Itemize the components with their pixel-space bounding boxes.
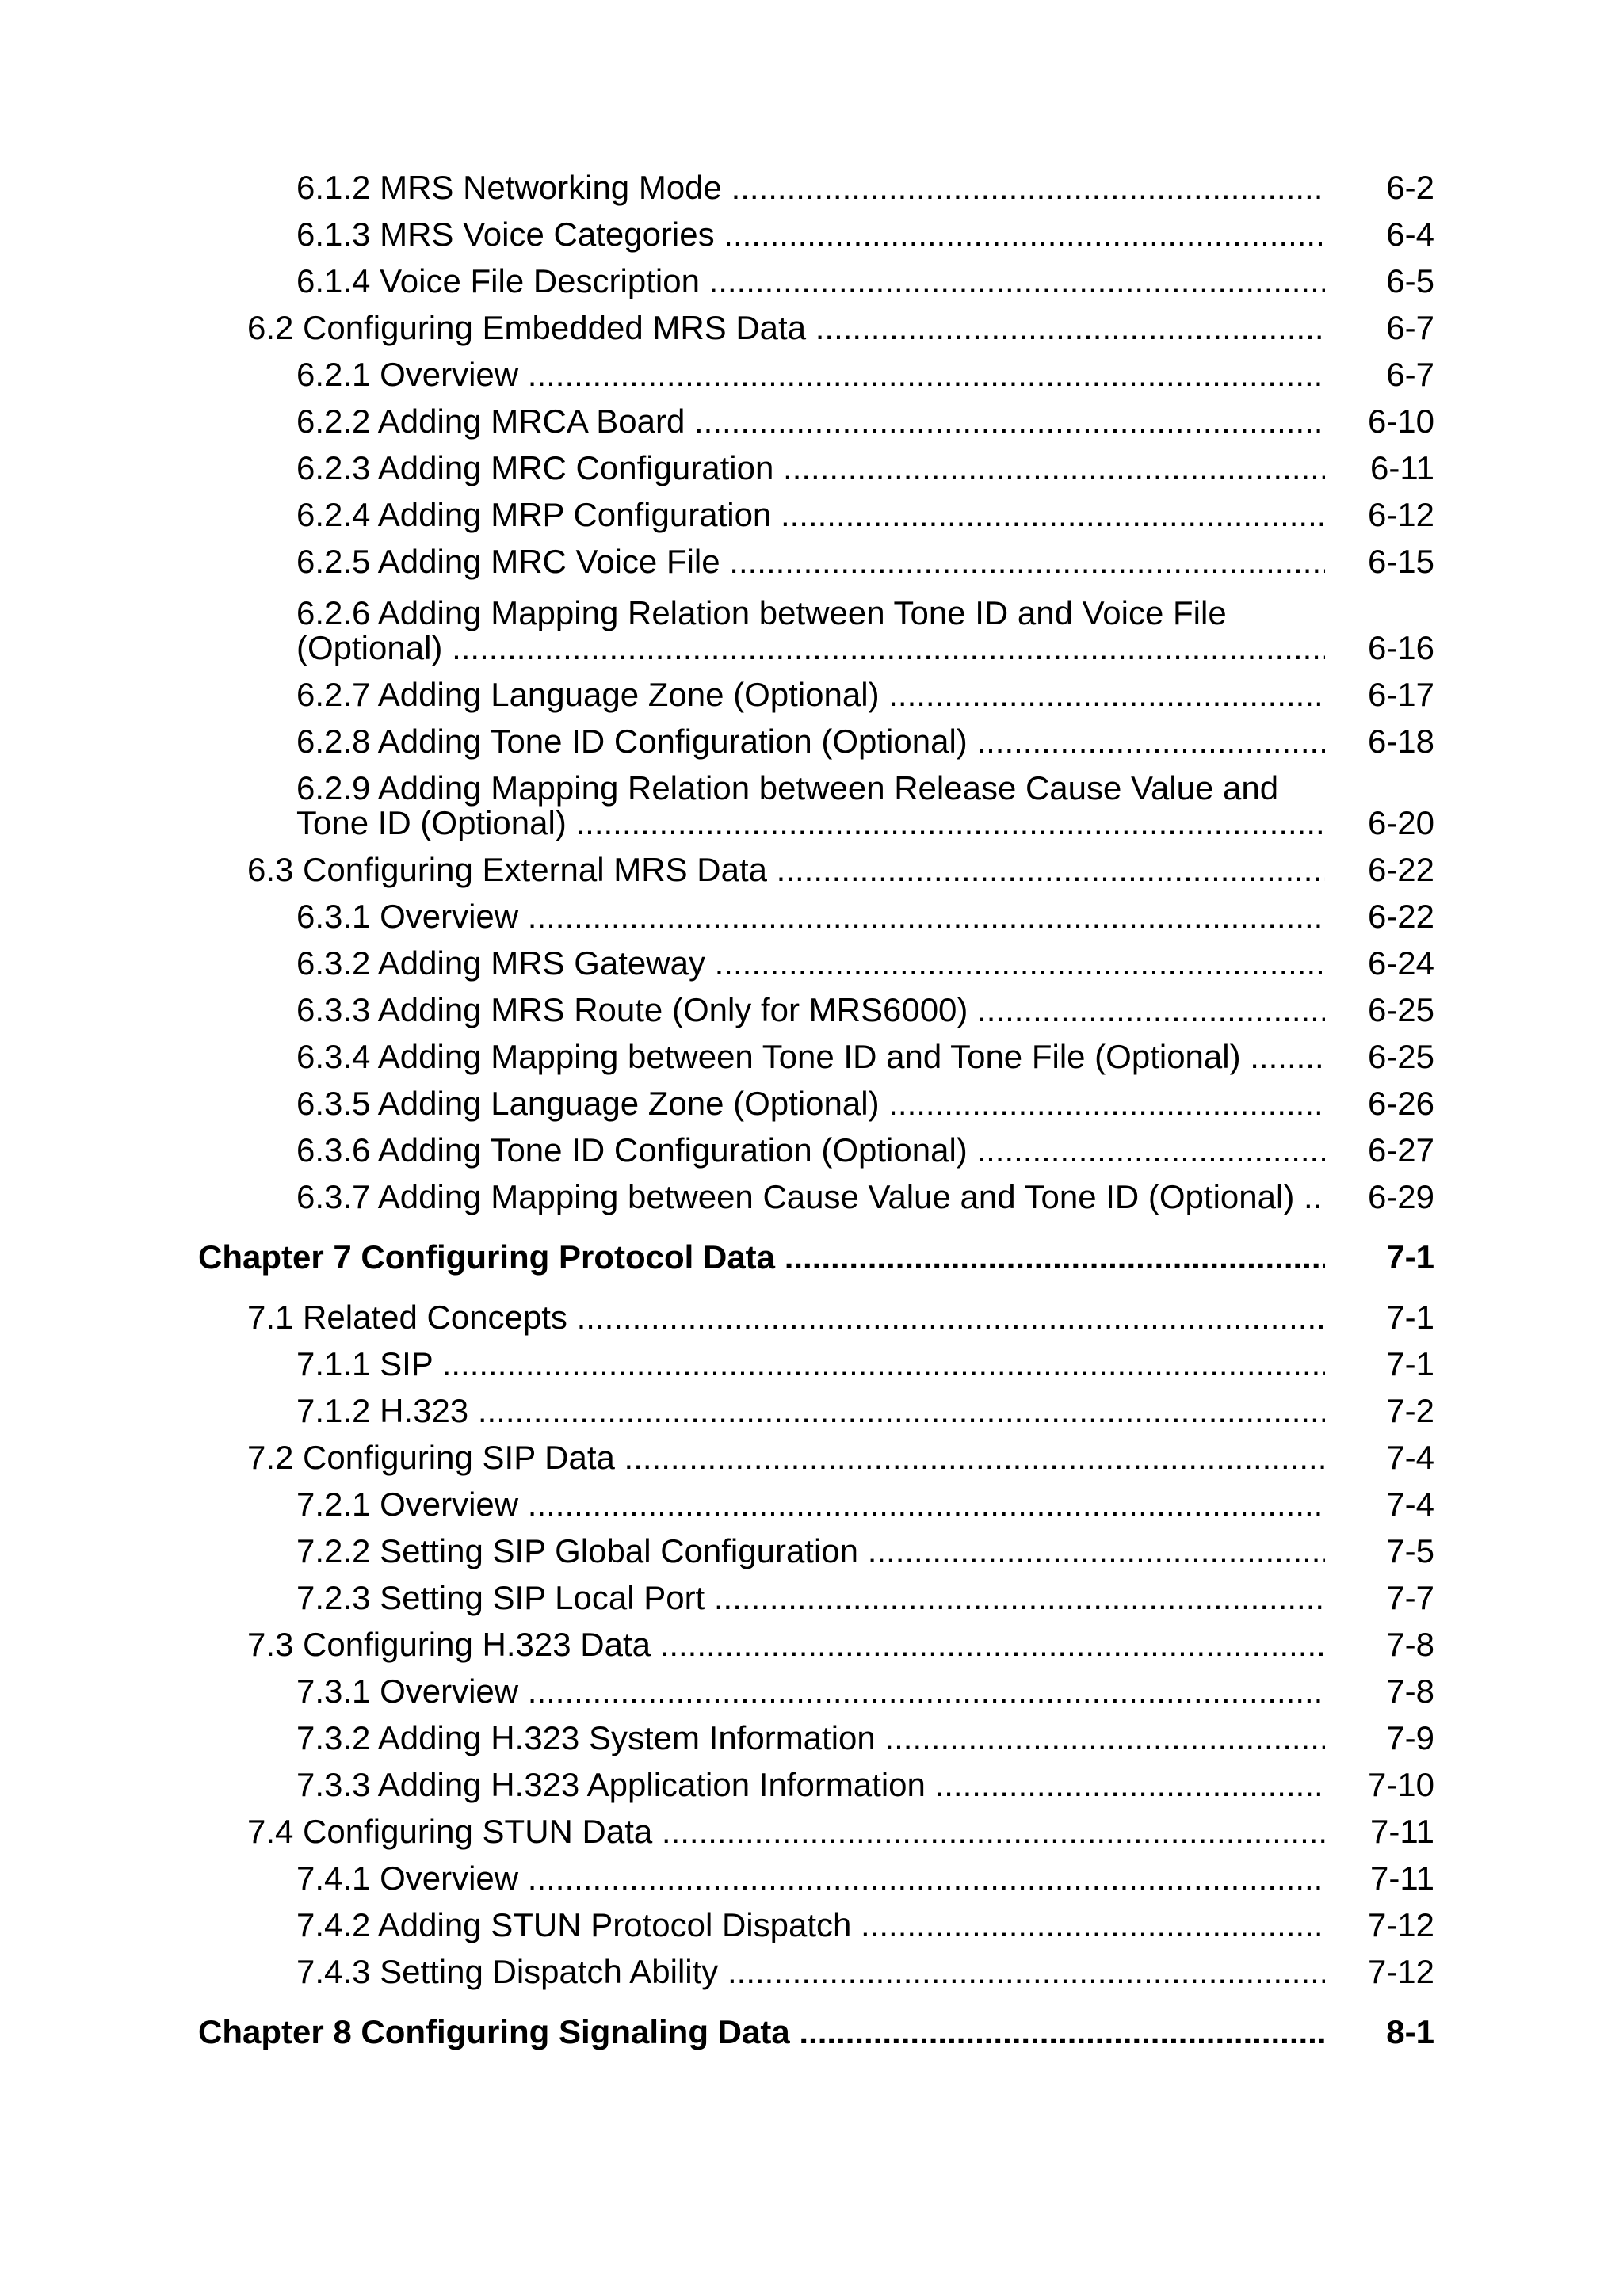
toc-entry[interactable] [296, 1485, 1325, 1524]
toc-entry[interactable] [296, 897, 1325, 936]
toc-page-number: 7-7 [1386, 1579, 1434, 1616]
toc-entry-title: 6.1.2 MRS Networking Mode [296, 169, 722, 206]
toc-entry[interactable] [296, 675, 1325, 715]
toc-entry-leader [296, 1578, 1325, 1618]
toc-entry-leader [296, 1485, 1325, 1524]
toc-entry[interactable] [296, 1131, 1325, 1170]
toc-entry[interactable] [247, 1298, 1325, 1337]
toc-entry-title: 6.3.1 Overview [296, 898, 519, 935]
toc-entry-leader [296, 1391, 1325, 1431]
toc-entry-title: 7.4.3 Setting Dispatch Ability [296, 1953, 719, 1990]
toc-entry-leader [247, 1812, 1325, 1852]
toc-page-number: 6-7 [1386, 356, 1434, 393]
toc-entry-title: 7.4 Configuring STUN Data [247, 1813, 653, 1850]
toc-entry-leader [296, 1344, 1325, 1384]
toc-entry-leader [296, 1177, 1325, 1217]
toc-page-number: 8-1 [1386, 2013, 1434, 2050]
toc-entry-title: 6.1.3 MRS Voice Categories [296, 215, 715, 253]
toc-entry-title-line: 6.2.6 Adding Mapping Relation between Tone ID and Voice File [296, 594, 1227, 631]
toc-entry-leader [296, 402, 1325, 441]
toc-entry-title: 6.2.2 Adding MRCA Board [296, 402, 685, 440]
toc-entry[interactable] [296, 1672, 1325, 1711]
toc-page-number: 6-7 [1386, 309, 1434, 346]
toc-entry-leader [296, 1952, 1325, 1992]
toc-entry[interactable] [296, 1177, 1325, 1217]
toc-page-number: 6-20 [1367, 804, 1434, 841]
toc-entry-title: 7.3 Configuring H.323 Data [247, 1626, 651, 1663]
toc-entry-leader [296, 261, 1325, 301]
toc-page-number: 7-1 [1386, 1299, 1434, 1336]
toc-entry[interactable] [296, 261, 1325, 301]
toc-entry-title: 6.3.5 Adding Language Zone (Optional) [296, 1085, 880, 1122]
toc-entry-title: 7.4.1 Overview [296, 1859, 519, 1897]
toc-page-number: 6-2 [1386, 169, 1434, 206]
toc-entry-title: 7.4.2 Adding STUN Protocol Dispatch [296, 1906, 852, 1943]
toc-entry-leader [296, 1037, 1325, 1077]
toc-entry-title: Chapter 7 Configuring Protocol Data [198, 1238, 776, 1276]
toc-entry-title: 7.1.1 SIP [296, 1345, 433, 1383]
toc-entry[interactable] [247, 1812, 1325, 1852]
toc-entry[interactable] [296, 215, 1325, 254]
toc-entry-title: 7.2.3 Setting SIP Local Port [296, 1579, 705, 1616]
toc-entry[interactable] [296, 1859, 1325, 1898]
toc-entry[interactable] [247, 850, 1325, 890]
toc-page-number: 6-25 [1367, 1038, 1434, 1075]
toc-entry-leader [296, 722, 1325, 761]
toc-entry-leader [296, 675, 1325, 715]
toc-entry-leader [296, 1859, 1325, 1898]
toc-entry-title: 7.2 Configuring SIP Data [247, 1439, 615, 1476]
toc-page-number: 6-27 [1367, 1131, 1434, 1169]
toc-entry-title: 6.2.8 Adding Tone ID Configuration (Optional) [296, 723, 968, 760]
toc-entry[interactable] [296, 168, 1325, 208]
toc-entry-title: 6.2.1 Overview [296, 356, 519, 393]
toc-page-number: 7-8 [1386, 1626, 1434, 1663]
toc-page-number: 7-2 [1386, 1392, 1434, 1429]
toc-entry-title: (Optional) [296, 629, 443, 666]
toc-page-number: 6-22 [1367, 898, 1434, 935]
toc-page-number: 7-11 [1370, 1813, 1434, 1850]
toc-entry-leader [296, 990, 1325, 1030]
toc-entry-leader [296, 448, 1325, 488]
toc-entry-title: 6.3.7 Adding Mapping between Cause Value and Tone ID (Optional) [296, 1178, 1295, 1215]
toc-entry[interactable] [296, 1578, 1325, 1618]
toc-page-number: 7-8 [1386, 1672, 1434, 1710]
toc-page-number: 7-4 [1386, 1439, 1434, 1476]
toc-page-number: 7-4 [1386, 1486, 1434, 1523]
toc-entry[interactable] [296, 944, 1325, 983]
toc-entry[interactable] [296, 542, 1325, 582]
toc-entry-leader [296, 1718, 1325, 1758]
toc-entry-leader [296, 215, 1325, 254]
toc-page-number: 6-17 [1367, 676, 1434, 713]
toc-entry-leader [247, 308, 1325, 348]
toc-entry[interactable] [296, 1765, 1325, 1805]
toc-entry-leader [296, 1084, 1325, 1123]
toc-page-number: 6-11 [1370, 449, 1434, 486]
toc-entry-leader [296, 355, 1325, 395]
toc-entry[interactable] [296, 402, 1325, 441]
toc-entry-leader [296, 897, 1325, 936]
toc-entry-title: Chapter 8 Configuring Signaling Data [198, 2013, 790, 2050]
toc-entry-leader [296, 495, 1325, 535]
toc-entry-title: 6.2.3 Adding MRC Configuration [296, 449, 774, 486]
toc-page-number: 6-24 [1367, 944, 1434, 982]
toc-entry[interactable] [296, 1391, 1325, 1431]
toc-entry-title: 6.3.3 Adding MRS Route (Only for MRS6000) [296, 991, 968, 1028]
toc-entry-leader [296, 628, 1325, 668]
toc-page-number: 7-1 [1386, 1238, 1434, 1276]
toc-entry-title: 6.3 Configuring External MRS Data [247, 851, 767, 888]
toc-entry[interactable] [296, 1531, 1325, 1571]
toc-entry-leader [247, 1438, 1325, 1478]
toc-entry[interactable] [296, 1905, 1325, 1945]
toc-entry-leader [296, 1765, 1325, 1805]
toc-entry-title: 6.2 Configuring Embedded MRS Data [247, 309, 807, 346]
toc-entry[interactable] [296, 803, 1325, 843]
toc-entry-title: 6.3.4 Adding Mapping between Tone ID and Tone File (Optional) [296, 1038, 1241, 1075]
toc-entry[interactable] [296, 495, 1325, 535]
toc-entry-title: 6.2.5 Adding MRC Voice File [296, 543, 720, 580]
toc-entry-title: 6.1.4 Voice File Description [296, 262, 700, 299]
toc-entry-title: 7.1 Related Concepts [247, 1299, 567, 1336]
toc-page-number: 7-12 [1367, 1906, 1434, 1943]
toc-entry[interactable] [296, 628, 1325, 668]
toc-page-number: 6-18 [1367, 723, 1434, 760]
toc-entry-title: 6.2.4 Adding MRP Configuration [296, 496, 772, 533]
toc-chapter-entry[interactable] [198, 2012, 1325, 2052]
toc-entry[interactable] [296, 990, 1325, 1030]
toc-page-number: 6-12 [1367, 496, 1434, 533]
toc-entry[interactable] [247, 1625, 1325, 1665]
toc-page-number: 6-25 [1367, 991, 1434, 1028]
toc-entry-title: 7.2.1 Overview [296, 1486, 519, 1523]
toc-chapter-entry[interactable] [198, 1238, 1325, 1277]
toc-entry[interactable] [296, 1344, 1325, 1384]
toc-entry-title: 7.2.2 Setting SIP Global Configuration [296, 1532, 859, 1569]
toc-entry-title: Tone ID (Optional) [296, 804, 567, 841]
toc-entry-leader [296, 944, 1325, 983]
toc-entry-leader [296, 1131, 1325, 1170]
toc-entry-leader [198, 2012, 1325, 2052]
toc-page-number: 7-12 [1367, 1953, 1434, 1990]
toc-page-number: 7-9 [1386, 1719, 1434, 1756]
toc-entry-leader [296, 1672, 1325, 1711]
toc-entry-title: 7.3.1 Overview [296, 1672, 519, 1710]
toc-page-number: 6-16 [1367, 629, 1434, 666]
toc-entry-leader [247, 850, 1325, 890]
toc-entry-title: 6.3.6 Adding Tone ID Configuration (Optional) [296, 1131, 968, 1169]
toc-page-number: 7-1 [1386, 1345, 1434, 1383]
toc-entry-leader [296, 542, 1325, 582]
toc-entry-leader [296, 803, 1325, 843]
toc-page-number: 6-4 [1386, 215, 1434, 253]
toc-entry-title: 6.3.2 Adding MRS Gateway [296, 944, 705, 982]
toc-entry-leader [296, 1905, 1325, 1945]
toc-entry[interactable] [296, 1952, 1325, 1992]
toc-entry[interactable] [296, 1718, 1325, 1758]
toc-page-number: 7-5 [1386, 1532, 1434, 1569]
toc-entry[interactable] [247, 1438, 1325, 1478]
toc-page-number: 6-22 [1367, 851, 1434, 888]
toc-page-number: 6-26 [1367, 1085, 1434, 1122]
toc-entry-leader [247, 1625, 1325, 1665]
toc-entry[interactable] [296, 722, 1325, 761]
toc-entry-leader [296, 168, 1325, 208]
toc-page-number: 6-29 [1367, 1178, 1434, 1215]
toc-entry[interactable] [296, 448, 1325, 488]
toc-entry[interactable] [296, 355, 1325, 395]
toc-entry[interactable] [247, 308, 1325, 348]
toc-entry[interactable] [296, 1084, 1325, 1123]
toc-entry-leader [247, 1298, 1325, 1337]
toc-page-number: 6-5 [1386, 262, 1434, 299]
toc-entry-title: 7.1.2 H.323 [296, 1392, 469, 1429]
toc-entry-title-line: 6.2.9 Adding Mapping Relation between Release Cause Value and [296, 769, 1279, 807]
toc-page-number: 6-15 [1367, 543, 1434, 580]
toc-entry-title: 7.3.2 Adding H.323 System Information [296, 1719, 876, 1756]
toc-entry[interactable] [296, 1037, 1325, 1077]
toc-entry-leader [198, 1238, 1325, 1277]
toc-page-number: 7-10 [1367, 1766, 1434, 1803]
toc-page-number: 6-10 [1367, 402, 1434, 440]
toc-entry-title: 7.3.3 Adding H.323 Application Information [296, 1766, 926, 1803]
toc-entry-leader [296, 1531, 1325, 1571]
toc-page-number: 7-11 [1370, 1859, 1434, 1897]
toc-entry-title: 6.2.7 Adding Language Zone (Optional) [296, 676, 880, 713]
